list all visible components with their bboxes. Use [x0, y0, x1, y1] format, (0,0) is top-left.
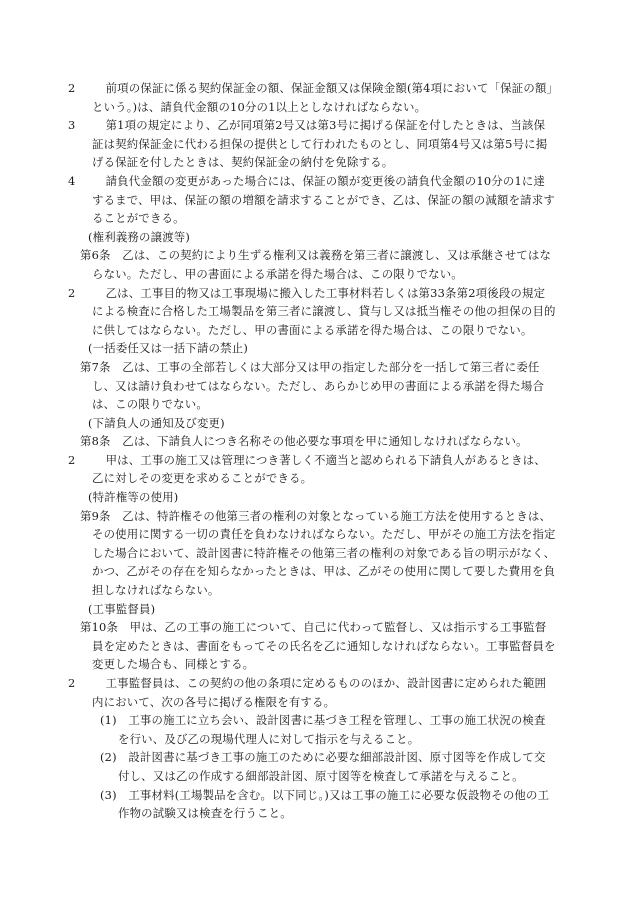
article-8	[80, 432, 556, 451]
list-item-2	[90, 748, 556, 785]
paragraph-4-3	[68, 116, 556, 172]
list-item-1	[90, 711, 556, 748]
item-text: 工事の施工に立ち会い、設計図書に基づき工程を管理し、工事の施工状況の検査を行い、及び乙の現場代理人に対して指示を与えること。	[116, 713, 546, 746]
clause-text: 甲は、乙の工事の施工について、自己に代わって監督し、又は指示する工事監督員を定めたときは、書面をもってその氏名を乙に通知しなければならない。工事監督員を変更した場合も、同様とする。	[92, 620, 556, 672]
item-text: 設計図書に基づき工事の施工のために必要な細部設計図、原寸図等を作成して交付し、又は乙の作成する細部設計図、原寸図等を検査して承諾を与えること。	[116, 750, 546, 783]
clause-text: 甲は、工事の施工又は管理につき著しく不適当と認められる下請負人があるときは、乙に対しその変更を求めることができる。	[92, 452, 546, 486]
article-9	[80, 507, 556, 600]
clause-number: 2	[68, 676, 76, 690]
clause-text: 乙は、下請負人につき名称その他必要な事項を甲に通知しなければならない。	[110, 434, 528, 449]
article-9-heading: (特許権等の使用)	[88, 490, 179, 505]
article-10-heading: (工事監督員)	[88, 601, 156, 616]
paragraph-4-4	[68, 172, 556, 228]
article-number: 第6条	[80, 248, 111, 263]
article-7	[80, 358, 556, 414]
article-number: 第10条	[80, 620, 119, 635]
clause-text: 乙は、特許権その他第三者の権利の対象となっている施工方法を使用するときは、その使用に関する一切の責任を負わなければならない。ただし、甲がその施工方法を指定した場合において、設計図書に特許権その他第三者の権利の対象である旨の明示がなく、かつ、乙がその存在を知らなかったときは、甲は、乙がその使用に関して要した費用を負担しなければならない。	[92, 508, 556, 598]
article-number: 第7条	[80, 359, 111, 374]
list-item-3	[90, 786, 556, 823]
clause-number: 4	[68, 173, 76, 188]
clause-number: 3	[68, 118, 76, 133]
clause-number: 2	[68, 452, 76, 467]
article-6-heading: (権利義務の譲渡等)	[88, 229, 191, 244]
item-number: (2)	[100, 750, 117, 765]
paragraph-6-2	[68, 284, 556, 340]
article-8-heading: (下請負人の通知及び変更)	[88, 415, 225, 430]
item-number: (1)	[100, 713, 117, 728]
article-10	[80, 618, 556, 674]
item-number: (3)	[100, 787, 117, 802]
clause-text: 乙は、工事目的物又は工事現場に搬入した工事材料若しくは第33条第2項後段の規定による検査に合格した工場製品を第三者に譲渡し、貸与し又は抵当権その他の担保の目的に供してはならない。ただし、甲の書面による承諾を得た場合は、この限りでない。	[92, 285, 556, 337]
clause-number: 2	[68, 285, 76, 300]
clause-text: 請負代金額の変更があった場合には、保証の額が変更後の請負代金額の10分の1に達するまで、甲は、保証の額の増額を請求することができ、乙は、保証の額の減額を請求することができる。	[92, 173, 555, 226]
article-number: 第9条	[80, 508, 111, 523]
document-body	[68, 79, 556, 823]
paragraph-4-2	[68, 79, 556, 116]
item-text: 工事材料(工場製品を含む。以下同じ。)又は工事の施工に必要な仮設物その他の工作物の試験又は検査を行うこと。	[116, 787, 550, 821]
clause-number: 2	[68, 81, 76, 95]
clause-text: 工事監督員は、この契約の他の条項に定めるもののほか、設計図書に定められた範囲内において、次の各号に掲げる権限を有する。	[92, 676, 547, 709]
clause-text: 前項の保証に係る契約保証金の額、保証金額又は保険金額(第4項において「保証の額」という。)は、請負代金額の10分の1以上としなければならない。	[92, 81, 553, 114]
paragraph-8-2	[68, 451, 556, 488]
clause-text: 乙は、工事の全部若しくは大部分又は甲の指定した部分を一括して第三者に委任し、又は請け負わせてはならない。ただし、あらかじめ甲の書面による承諾を得た場合は、この限りでない。	[92, 359, 545, 412]
article-6	[80, 246, 556, 283]
article-number: 第8条	[80, 434, 111, 449]
clause-text: 乙は、この契約により生ずる権利又は義務を第三者に譲渡し、又は承継させてはならない。ただし、甲の書面による承諾を得た場合は、この限りでない。	[92, 248, 552, 281]
paragraph-10-2	[68, 674, 556, 711]
clause-text: 第1項の規定により、乙が同項第2号又は第3号に掲げる保証を付したときは、当該保証は契約保証金に代わる担保の提供として行われたものとし、同項第4号又は第5号に掲げる保証を付したときは、契約保証金の納付を免除する。	[92, 118, 548, 170]
article-7-heading: (一括委任又は一括下請の禁止)	[88, 341, 248, 356]
